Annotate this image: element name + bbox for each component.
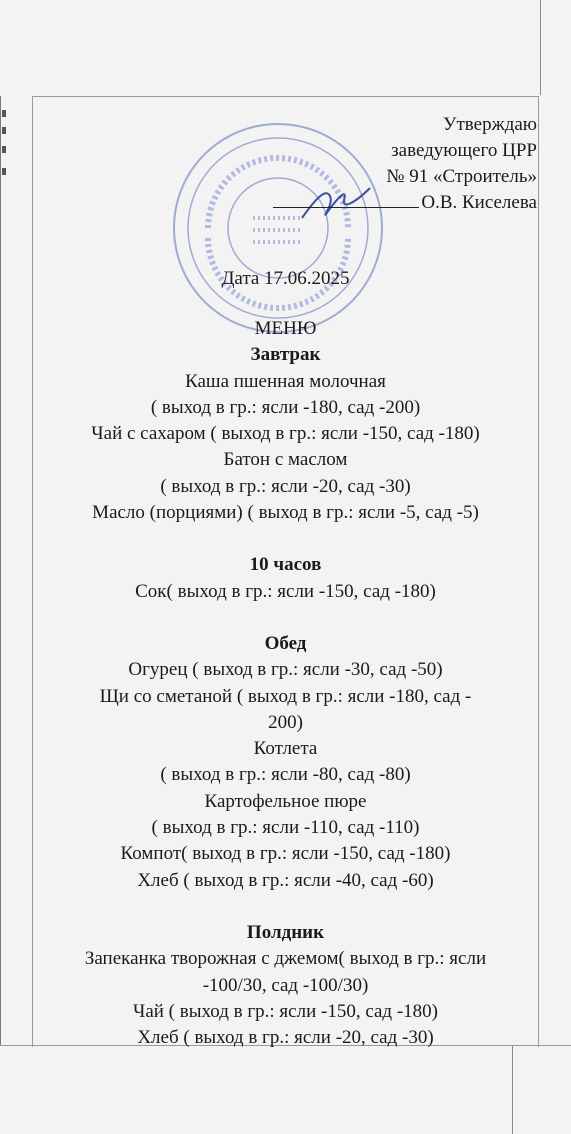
signatory-name: О.В. Киселева [421,192,537,213]
menu-item: Батон с маслом [223,449,348,471]
section-gap [0,894,571,920]
menu-item: ( выход в гр.: ясли -110, сад -110) [151,817,420,839]
menu-item: 200) [268,711,303,733]
scan-mark [2,127,6,134]
menu-item: Хлеб ( выход в гр.: ясли -40, сад -60) [137,869,434,891]
menu-item: Щи со сметаной ( выход в гр.: ясли -180, сад - [99,685,472,707]
scan-mark [2,168,6,175]
approval-line: заведующего ЦРР [391,140,537,161]
menu-item: Компот( выход в гр.: ясли -150, сад -180) [120,843,451,865]
section-gap [0,605,571,631]
section-title: Полдник [246,921,325,943]
scan-mark [2,110,6,117]
menu-item: Масло (порциями) ( выход в гр.: ясли -5, сад -5) [92,502,479,524]
approval-line: № 91 «Строитель» [386,166,537,187]
section-title: Обед [264,632,307,654]
menu-item: -100/30, сад -100/30) [202,974,369,996]
menu-item: Хлеб ( выход в гр.: ясли -20, сад -30) [137,1027,434,1049]
scan-mark [2,146,6,153]
menu-item: Запеканка творожная с джемом( выход в гр.: ясли [84,948,487,970]
menu-item: Сок( выход в гр.: ясли -150, сад -180) [135,580,436,602]
menu-title: МЕНЮ [254,318,317,339]
menu-item: ( выход в гр.: ясли -80, сад -80) [160,764,411,786]
section-title: Завтрак [250,344,321,366]
scan-right-line [512,1046,513,1134]
menu-item: Котлета [253,738,318,760]
menu-item: Картофельное пюре [204,790,367,812]
menu-item: ( выход в гр.: ясли -20, сад -30) [160,475,411,497]
document-date: Дата 17.06.2025 [221,268,350,289]
menu-item: Каша пшенная молочная [185,370,386,392]
menu-item: Чай ( выход в гр.: ясли -150, сад -180) [132,1000,439,1022]
section-title: 10 часов [249,554,322,576]
menu-item: Огурец ( выход в гр.: ясли -30, сад -50) [128,659,443,681]
approval-block [237,112,537,216]
menu-list [0,316,571,1051]
approval-line: Утверждаю [443,114,537,135]
scan-top-line [540,0,541,95]
section-gap [0,526,571,552]
menu-item: Чай с сахаром ( выход в гр.: ясли -150, сад -180) [91,423,480,445]
signatory-row [237,190,537,216]
menu-item: ( выход в гр.: ясли -180, сад -200) [150,396,421,418]
signature-line [273,191,419,208]
